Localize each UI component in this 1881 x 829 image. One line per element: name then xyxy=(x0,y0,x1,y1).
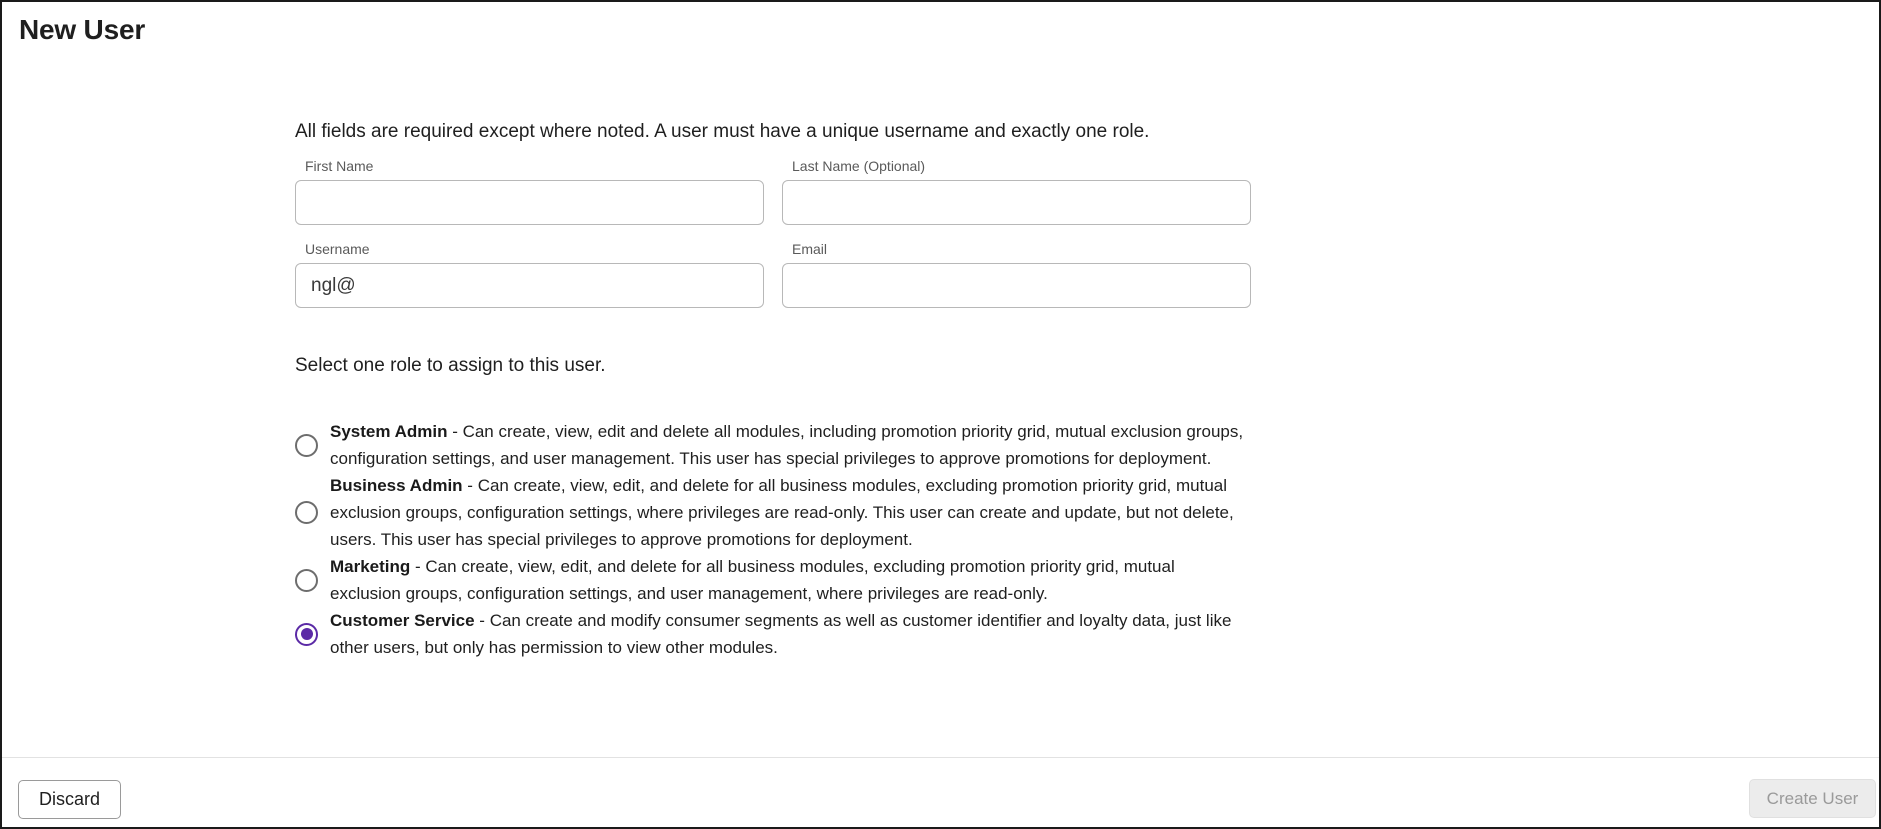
business-admin-text xyxy=(330,472,1250,553)
role-name: Business Admin xyxy=(330,476,463,495)
business-admin-radio[interactable] xyxy=(295,501,318,524)
last-name-label: Last Name (Optional) xyxy=(792,158,926,174)
user-fields xyxy=(295,156,1255,308)
first-name-input[interactable] xyxy=(295,180,764,225)
role-name: Customer Service xyxy=(330,611,475,630)
first-name-label: First Name xyxy=(305,158,374,174)
discard-button[interactable]: Discard xyxy=(18,780,121,819)
username-field-group xyxy=(295,239,764,308)
footer-divider xyxy=(2,757,1879,758)
role-separator: - xyxy=(410,557,426,576)
role-prompt: Select one role to assign to this user. xyxy=(295,355,606,376)
email-input[interactable] xyxy=(782,263,1251,308)
role-separator: - xyxy=(474,611,490,630)
role-description: Can create and modify consumer segments as well as customer identifier and loyalty data, just like other users, but only has permission to view other modules. xyxy=(330,611,1232,657)
role-separator: - xyxy=(447,422,463,441)
email-field-group xyxy=(782,239,1251,308)
username-input[interactable] xyxy=(295,263,764,308)
role-option-system-admin[interactable] xyxy=(295,418,1255,472)
role-option-marketing[interactable] xyxy=(295,553,1255,607)
system-admin-radio[interactable] xyxy=(295,434,318,457)
marketing-radio[interactable] xyxy=(295,569,318,592)
role-description: Can create, view, edit, and delete for all business modules, excluding promotion priority grid, mutual exclusion groups, configuration settings, and user management, where privileges are read-only. xyxy=(330,557,1175,603)
form-intro: All fields are required except where noted. A user must have a unique username and exactly one role. xyxy=(295,121,1150,142)
last-name-input[interactable] xyxy=(782,180,1251,225)
new-user-form xyxy=(295,118,1255,661)
create-user-button[interactable]: Create User xyxy=(1749,779,1876,818)
role-option-customer-service[interactable] xyxy=(295,607,1255,661)
last-name-field-group xyxy=(782,156,1251,225)
email-label: Email xyxy=(792,241,828,257)
role-name: Marketing xyxy=(330,557,411,576)
customer-service-text xyxy=(330,607,1250,661)
page-title: New User xyxy=(19,14,146,45)
role-radio-group xyxy=(295,418,1255,661)
system-admin-text xyxy=(330,418,1250,472)
username-label: Username xyxy=(305,241,370,257)
marketing-text xyxy=(330,553,1250,607)
role-description: Can create, view, edit and delete all modules, including promotion priority grid, mutual exclusion groups, configuration settings, and user management. This user has special privileges to approve promotions for deployment. xyxy=(330,422,1244,468)
first-name-field-group xyxy=(295,156,764,225)
role-option-business-admin[interactable] xyxy=(295,472,1255,553)
customer-service-radio[interactable] xyxy=(295,623,318,646)
role-separator: - xyxy=(462,476,478,495)
role-name: System Admin xyxy=(330,422,448,441)
role-description: Can create, view, edit, and delete for all business modules, excluding promotion priority grid, mutual exclusion groups, configuration settings, where privileges are read-only. This user can create and update, but not delete, users. This user has special privileges to approve promotions for deployment. xyxy=(330,476,1234,549)
